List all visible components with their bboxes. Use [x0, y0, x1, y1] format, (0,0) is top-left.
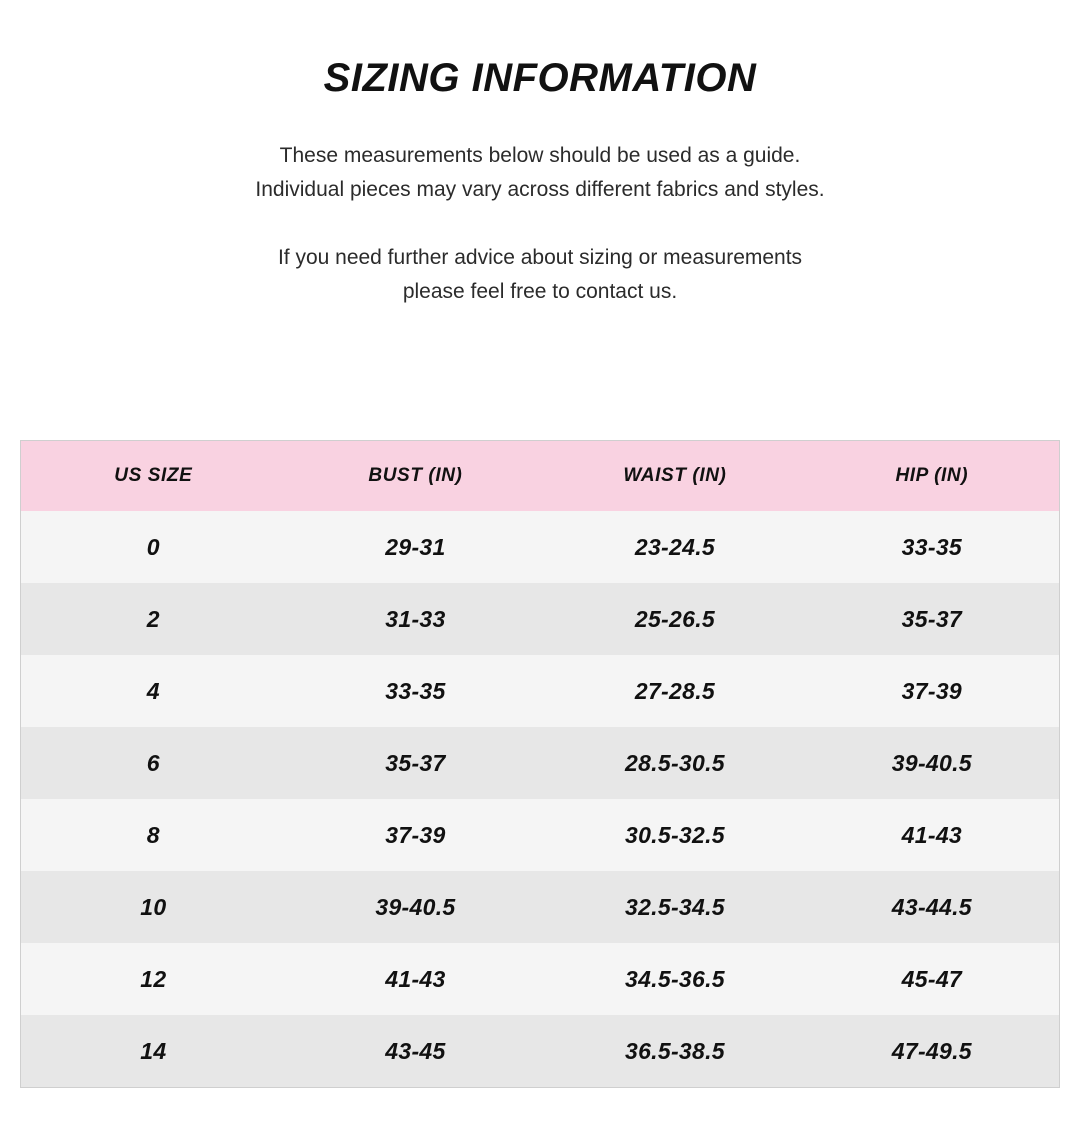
cell-us-size: 0 [21, 511, 286, 583]
cell-bust: 31-33 [286, 583, 546, 655]
cell-us-size: 8 [21, 799, 286, 871]
table-row [21, 511, 1059, 583]
column-header-hip: HIP (IN) [805, 441, 1059, 511]
column-header-waist: WAIST (IN) [545, 441, 805, 511]
page-title: SIZING INFORMATION [323, 56, 757, 100]
cell-waist: 32.5-34.5 [545, 871, 805, 943]
table-row [21, 1015, 1059, 1087]
intro-text-block [0, 139, 1080, 309]
intro-line-4: please feel free to contact us. [402, 280, 678, 303]
column-header-us-size: US SIZE [21, 441, 286, 511]
sizing-information-page [0, 56, 1080, 1136]
size-chart-table [21, 441, 1059, 1087]
cell-hip: 35-37 [805, 583, 1059, 655]
cell-us-size: 10 [21, 871, 286, 943]
cell-bust: 41-43 [286, 943, 546, 1015]
cell-bust: 43-45 [286, 1015, 546, 1087]
size-chart-container [20, 440, 1060, 1088]
cell-bust: 37-39 [286, 799, 546, 871]
cell-waist: 28.5-30.5 [545, 727, 805, 799]
cell-us-size: 2 [21, 583, 286, 655]
table-row [21, 583, 1059, 655]
table-body [21, 511, 1059, 1087]
cell-waist: 27-28.5 [545, 655, 805, 727]
cell-us-size: 14 [21, 1015, 286, 1087]
table-row [21, 943, 1059, 1015]
table-row [21, 655, 1059, 727]
cell-hip: 41-43 [805, 799, 1059, 871]
cell-waist: 30.5-32.5 [545, 799, 805, 871]
intro-line-2: Individual pieces may vary across different fabrics and styles. [255, 178, 825, 201]
cell-bust: 29-31 [286, 511, 546, 583]
intro-line-1: These measurements below should be used as a guide. [279, 144, 801, 167]
cell-hip: 45-47 [805, 943, 1059, 1015]
cell-hip: 47-49.5 [805, 1015, 1059, 1087]
intro-spacer [0, 207, 1080, 241]
cell-bust: 35-37 [286, 727, 546, 799]
cell-waist: 23-24.5 [545, 511, 805, 583]
cell-us-size: 6 [21, 727, 286, 799]
table-header-row [21, 441, 1059, 511]
table-row [21, 871, 1059, 943]
cell-waist: 25-26.5 [545, 583, 805, 655]
table-row [21, 799, 1059, 871]
cell-hip: 39-40.5 [805, 727, 1059, 799]
cell-us-size: 4 [21, 655, 286, 727]
table-row [21, 727, 1059, 799]
table-header [21, 441, 1059, 511]
intro-line-3: If you need further advice about sizing or measurements [277, 246, 803, 269]
cell-waist: 36.5-38.5 [545, 1015, 805, 1087]
cell-hip: 33-35 [805, 511, 1059, 583]
cell-hip: 43-44.5 [805, 871, 1059, 943]
cell-waist: 34.5-36.5 [545, 943, 805, 1015]
cell-hip: 37-39 [805, 655, 1059, 727]
cell-bust: 39-40.5 [286, 871, 546, 943]
cell-bust: 33-35 [286, 655, 546, 727]
column-header-bust: BUST (IN) [286, 441, 546, 511]
cell-us-size: 12 [21, 943, 286, 1015]
